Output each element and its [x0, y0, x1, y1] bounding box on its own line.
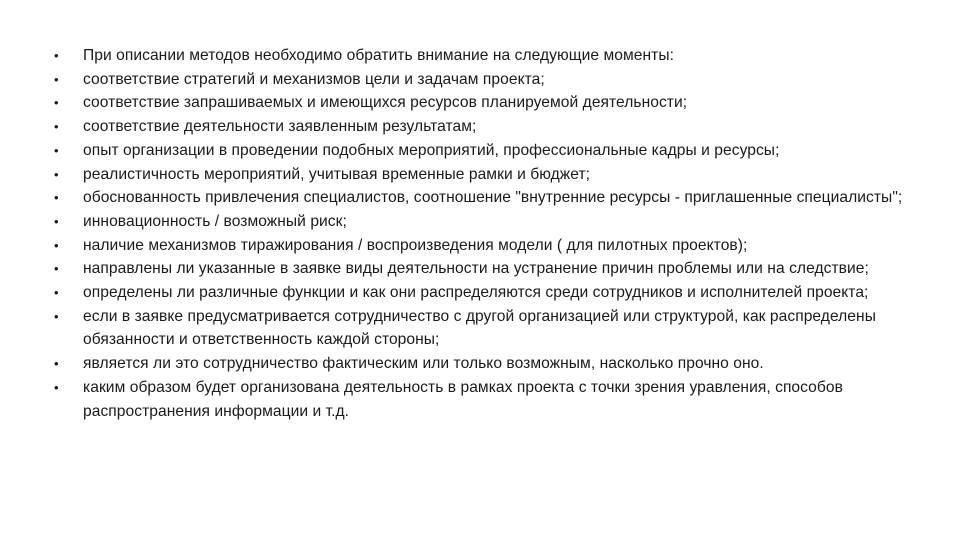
list-item [54, 186, 904, 210]
bullet-icon: • [54, 95, 59, 111]
bullet-icon: • [54, 308, 59, 324]
list-item [54, 163, 904, 187]
bullet-icon: • [54, 379, 59, 395]
bullet-icon: • [54, 285, 59, 301]
list-item [54, 234, 904, 258]
bullet-icon: • [54, 237, 59, 253]
list-item-text: обоснованность привлечения специалистов, соотношение "внутренние ресурсы - приглашенные специалисты"; [83, 189, 903, 207]
list-item-text: каким образом будет организована деятельность в рамках проекта с точки зрения уравления, способов распространения информации и т.д. [83, 378, 843, 420]
list-item-text: соответствие стратегий и механизмов цели и задачам проекта; [83, 70, 545, 88]
list-item-text: если в заявке предусматривается сотрудничество с другой организацией или структурой, как распределены обязанности и ответственность каждой стороны; [83, 307, 876, 349]
list-item [54, 376, 904, 423]
list-item [54, 210, 904, 234]
list-item [54, 139, 904, 163]
bullet-icon: • [54, 166, 59, 182]
bullet-icon: • [54, 356, 59, 372]
bullet-icon: • [54, 48, 59, 63]
list-item [54, 91, 904, 115]
list-item [54, 281, 904, 305]
list-item [54, 352, 904, 376]
list-item-text: инновационность / возможный риск; [83, 212, 347, 230]
list-item [54, 257, 904, 281]
list-item [54, 305, 904, 352]
list-item-text: При описании методов необходимо обратить внимание на следующие моменты: [83, 47, 674, 64]
bullet-icon: • [54, 213, 59, 229]
list-item-text: наличие механизмов тиражирования / воспроизведения модели ( для пилотных проектов); [83, 236, 748, 254]
list-item-text: реалистичность мероприятий, учитывая временные рамки и бюджет; [83, 165, 591, 183]
list-item-text: опыт организации в проведении подобных мероприятий, профессиональные кадры и ресурсы; [83, 141, 780, 159]
bullet-icon: • [54, 142, 59, 158]
list-item-text: направлены ли указанные в заявке виды деятельности на устранение причин проблемы или на следствие; [83, 260, 869, 278]
bullet-icon: • [54, 261, 59, 277]
list-item [54, 44, 904, 68]
bullet-list [54, 44, 904, 423]
bullet-icon: • [54, 119, 59, 135]
list-item-text: соответствие деятельности заявленным результатам; [83, 118, 477, 136]
list-item [54, 115, 904, 139]
list-item-text: определены ли различные функции и как они распределяются среди сотрудников и исполнителей проекта; [83, 284, 869, 302]
bullet-icon: • [54, 71, 59, 87]
bullet-icon: • [54, 190, 59, 206]
list-item-text: является ли это сотрудничество фактическим или только возможным, насколько прочно оно. [83, 355, 764, 373]
list-item-text: соответствие запрашиваемых и имеющихся ресурсов планируемой деятельности; [83, 94, 688, 112]
list-item [54, 68, 904, 92]
